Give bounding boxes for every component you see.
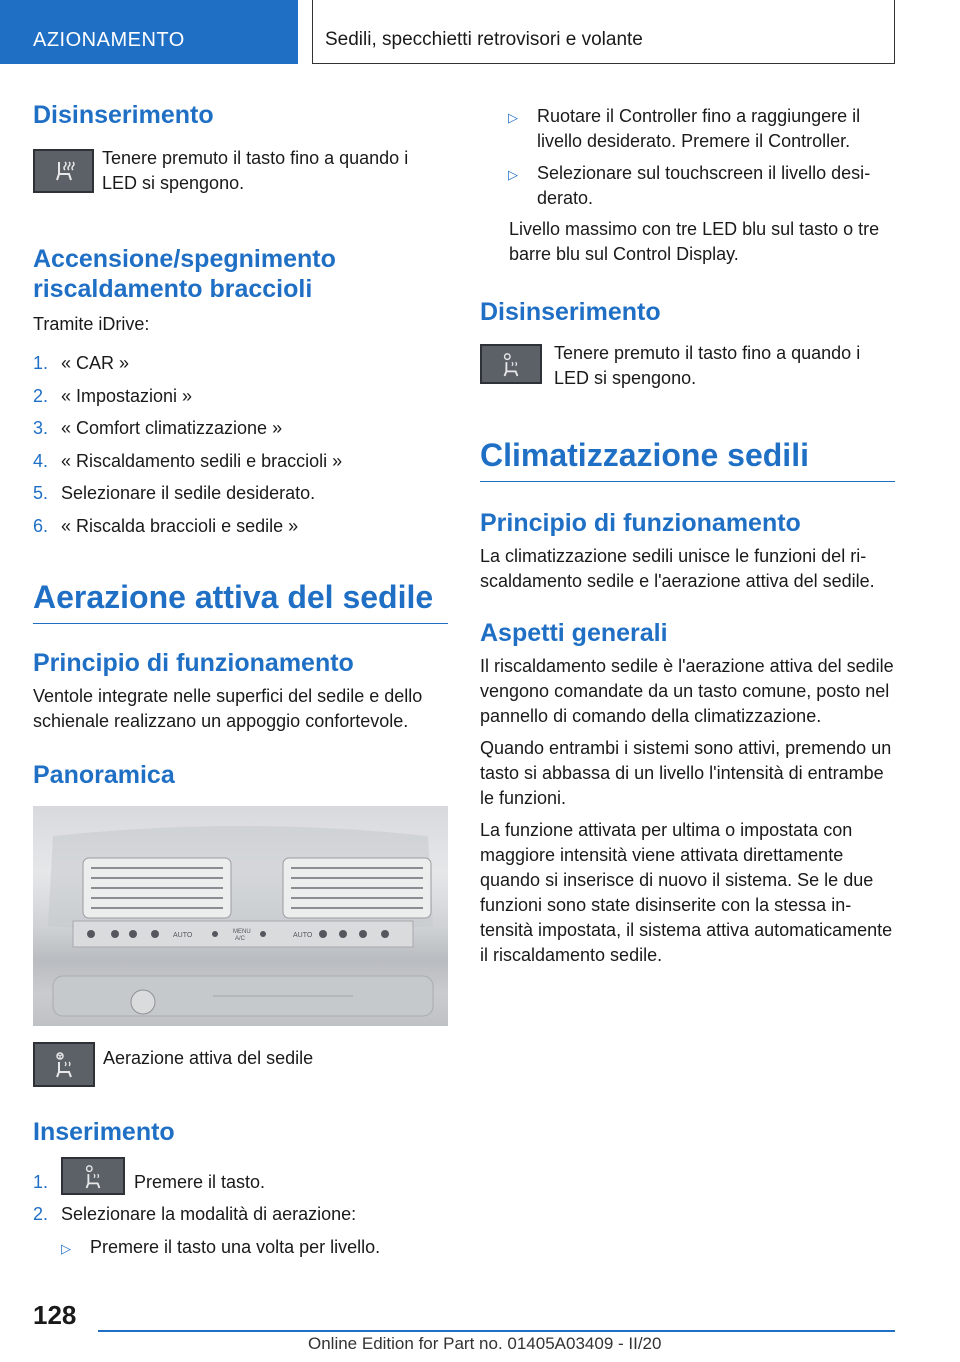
icon-instruction-right (480, 341, 895, 391)
aspetti-p1: Il riscaldamento sedile è l'aerazione attiva del sedile vengono comandate da un tasto comune, posto nel pannello di comando della climatizzazione. (480, 656, 894, 726)
step-number: 1. (33, 1171, 49, 1192)
heading-climatizzazione: Climatizzazione sedili (480, 437, 809, 473)
step-number: 2. (33, 385, 49, 406)
climate-panel-illustration (33, 806, 448, 1026)
disinserimento-right-text: Tenere premuto il tasto fino a quando i LED si spengono. (554, 343, 861, 388)
vent-caption: Aerazione attiva del sedile (103, 1047, 314, 1068)
heading-principio-right: Principio di funzionamento (480, 509, 801, 537)
section-title: Sedili, specchietti retrovisori e volante (325, 29, 643, 50)
aerazione-sublist (61, 1235, 448, 1261)
triangle-bullet-icon: ▷ (61, 1240, 71, 1256)
sub-step-text: Ruotare il Controller fino a raggiungere il livello desiderato. Premere il Controller. (537, 106, 861, 151)
step-text: Premere il tasto. (134, 1171, 266, 1192)
footer-rule (98, 1330, 895, 1332)
triangle-bullet-icon: ▷ (508, 110, 518, 125)
list-item (508, 161, 895, 211)
list-item (33, 514, 448, 539)
list-item (33, 449, 448, 474)
step-text: « Riscalda braccioli e sedile » (61, 515, 299, 536)
footer-edition: Online Edition for Part no. 01405A03409 - II/20 (308, 1334, 662, 1353)
panel-label-menu: MENU (233, 928, 251, 935)
step-number: 2. (33, 1204, 49, 1224)
heading-aerazione: Aerazione attiva del sedile (33, 578, 434, 615)
principio-right-text: La climatizzazione sedili unisce le funzioni del riscaldamento sedile e l'aerazione attiva del sedile. (480, 546, 875, 591)
heading-aspetti: Aspetti generali (480, 619, 668, 647)
aspetti-p3: La funzione attivata per ultima o impostata con maggiore intensità viene attivata direttamente quando si inserisce di nuovo il sistema. Se le due funzioni sono state disinserite con la stessa intensità impostata, il sistema attiva automaticamente il riscaldamento sedile. (480, 820, 893, 965)
heading-principio: Principio di funzionamento (33, 648, 354, 677)
heading-panoramica: Panoramica (33, 760, 175, 789)
heading-inserimento: Inserimento (33, 1117, 175, 1146)
triangle-bullet-icon: ▷ (508, 167, 518, 182)
aspetti-p2: Quando entrambi i sistemi sono attivi, premendo un tasto si abbassa di un livello l'intensità di entrambe le funzioni. (480, 738, 892, 808)
panel-label-ac: A/C (235, 935, 246, 942)
heading-disinserimento: Disinserimento (33, 101, 214, 129)
aerazione-sublist-continued (508, 104, 895, 211)
sub-step-text: Selezionare sul touchscreen il livello desiderato. (537, 163, 871, 208)
step-number: 1. (33, 353, 49, 373)
list-item (33, 351, 448, 376)
seat-ventilation-icon (480, 344, 542, 384)
list-item (33, 481, 448, 506)
step-text: « Comfort climatizzazione » (61, 418, 283, 438)
seat-ventilation-icon (33, 1042, 95, 1087)
inserimento-steps (33, 1157, 448, 1228)
icon-instruction (33, 146, 448, 196)
list-item (33, 1202, 448, 1227)
braccioli-steps (33, 351, 448, 539)
heading-disinserimento-right: Disinserimento (480, 298, 661, 326)
step-text: « CAR » (61, 353, 130, 373)
principio-text: Ventole integrate nelle superfici del sedile e dello schienale realizzano un appoggio confortevole. (33, 685, 423, 731)
vent-caption-row (33, 1042, 448, 1087)
chapter-tab (0, 0, 298, 64)
section-aerazione (33, 577, 448, 624)
page-number: 128 (33, 1300, 77, 1330)
panel-label-auto-right: AUTO (293, 931, 313, 939)
section-header (312, 0, 895, 64)
step-text: Selezionare la modalità di aerazione: (61, 1204, 357, 1224)
panel-label-auto-left: AUTO (173, 931, 193, 939)
list-item (33, 416, 448, 441)
step-text: Selezionare il sedile desiderato. (61, 483, 316, 503)
step-text: « Riscaldamento sedili e braccioli » (61, 450, 343, 471)
step-number: 5. (33, 483, 49, 503)
seat-heating-icon (33, 149, 94, 193)
list-item (61, 1235, 448, 1261)
left-column (33, 100, 448, 1268)
heading-braccioli: Accensione/spegnimento riscaldamento braccioli (33, 245, 336, 303)
chapter-label: AZIONAMENTO (33, 29, 185, 51)
step-number: 3. (33, 418, 49, 438)
livello-text: Livello massimo con tre LED blu sul tasto o tre barre blu sul Control Display. (509, 219, 880, 264)
braccioli-intro: Tramite iDrive: (33, 314, 150, 334)
list-item (33, 384, 448, 409)
list-item (508, 104, 895, 154)
section-climatizzazione (480, 435, 895, 482)
climate-panel-photo (33, 806, 448, 1026)
step-number: 4. (33, 450, 49, 471)
step-text: « Impostazioni » (61, 385, 193, 406)
list-item (33, 1157, 448, 1195)
sub-step-text: Premere il tasto una volta per livello. (90, 1236, 381, 1257)
disinserimento-text: Tenere premuto il tasto fino a quando i LED si spengono. (102, 148, 409, 193)
seat-ventilation-icon (61, 1157, 125, 1195)
right-column (480, 104, 895, 968)
step-number: 6. (33, 515, 49, 536)
